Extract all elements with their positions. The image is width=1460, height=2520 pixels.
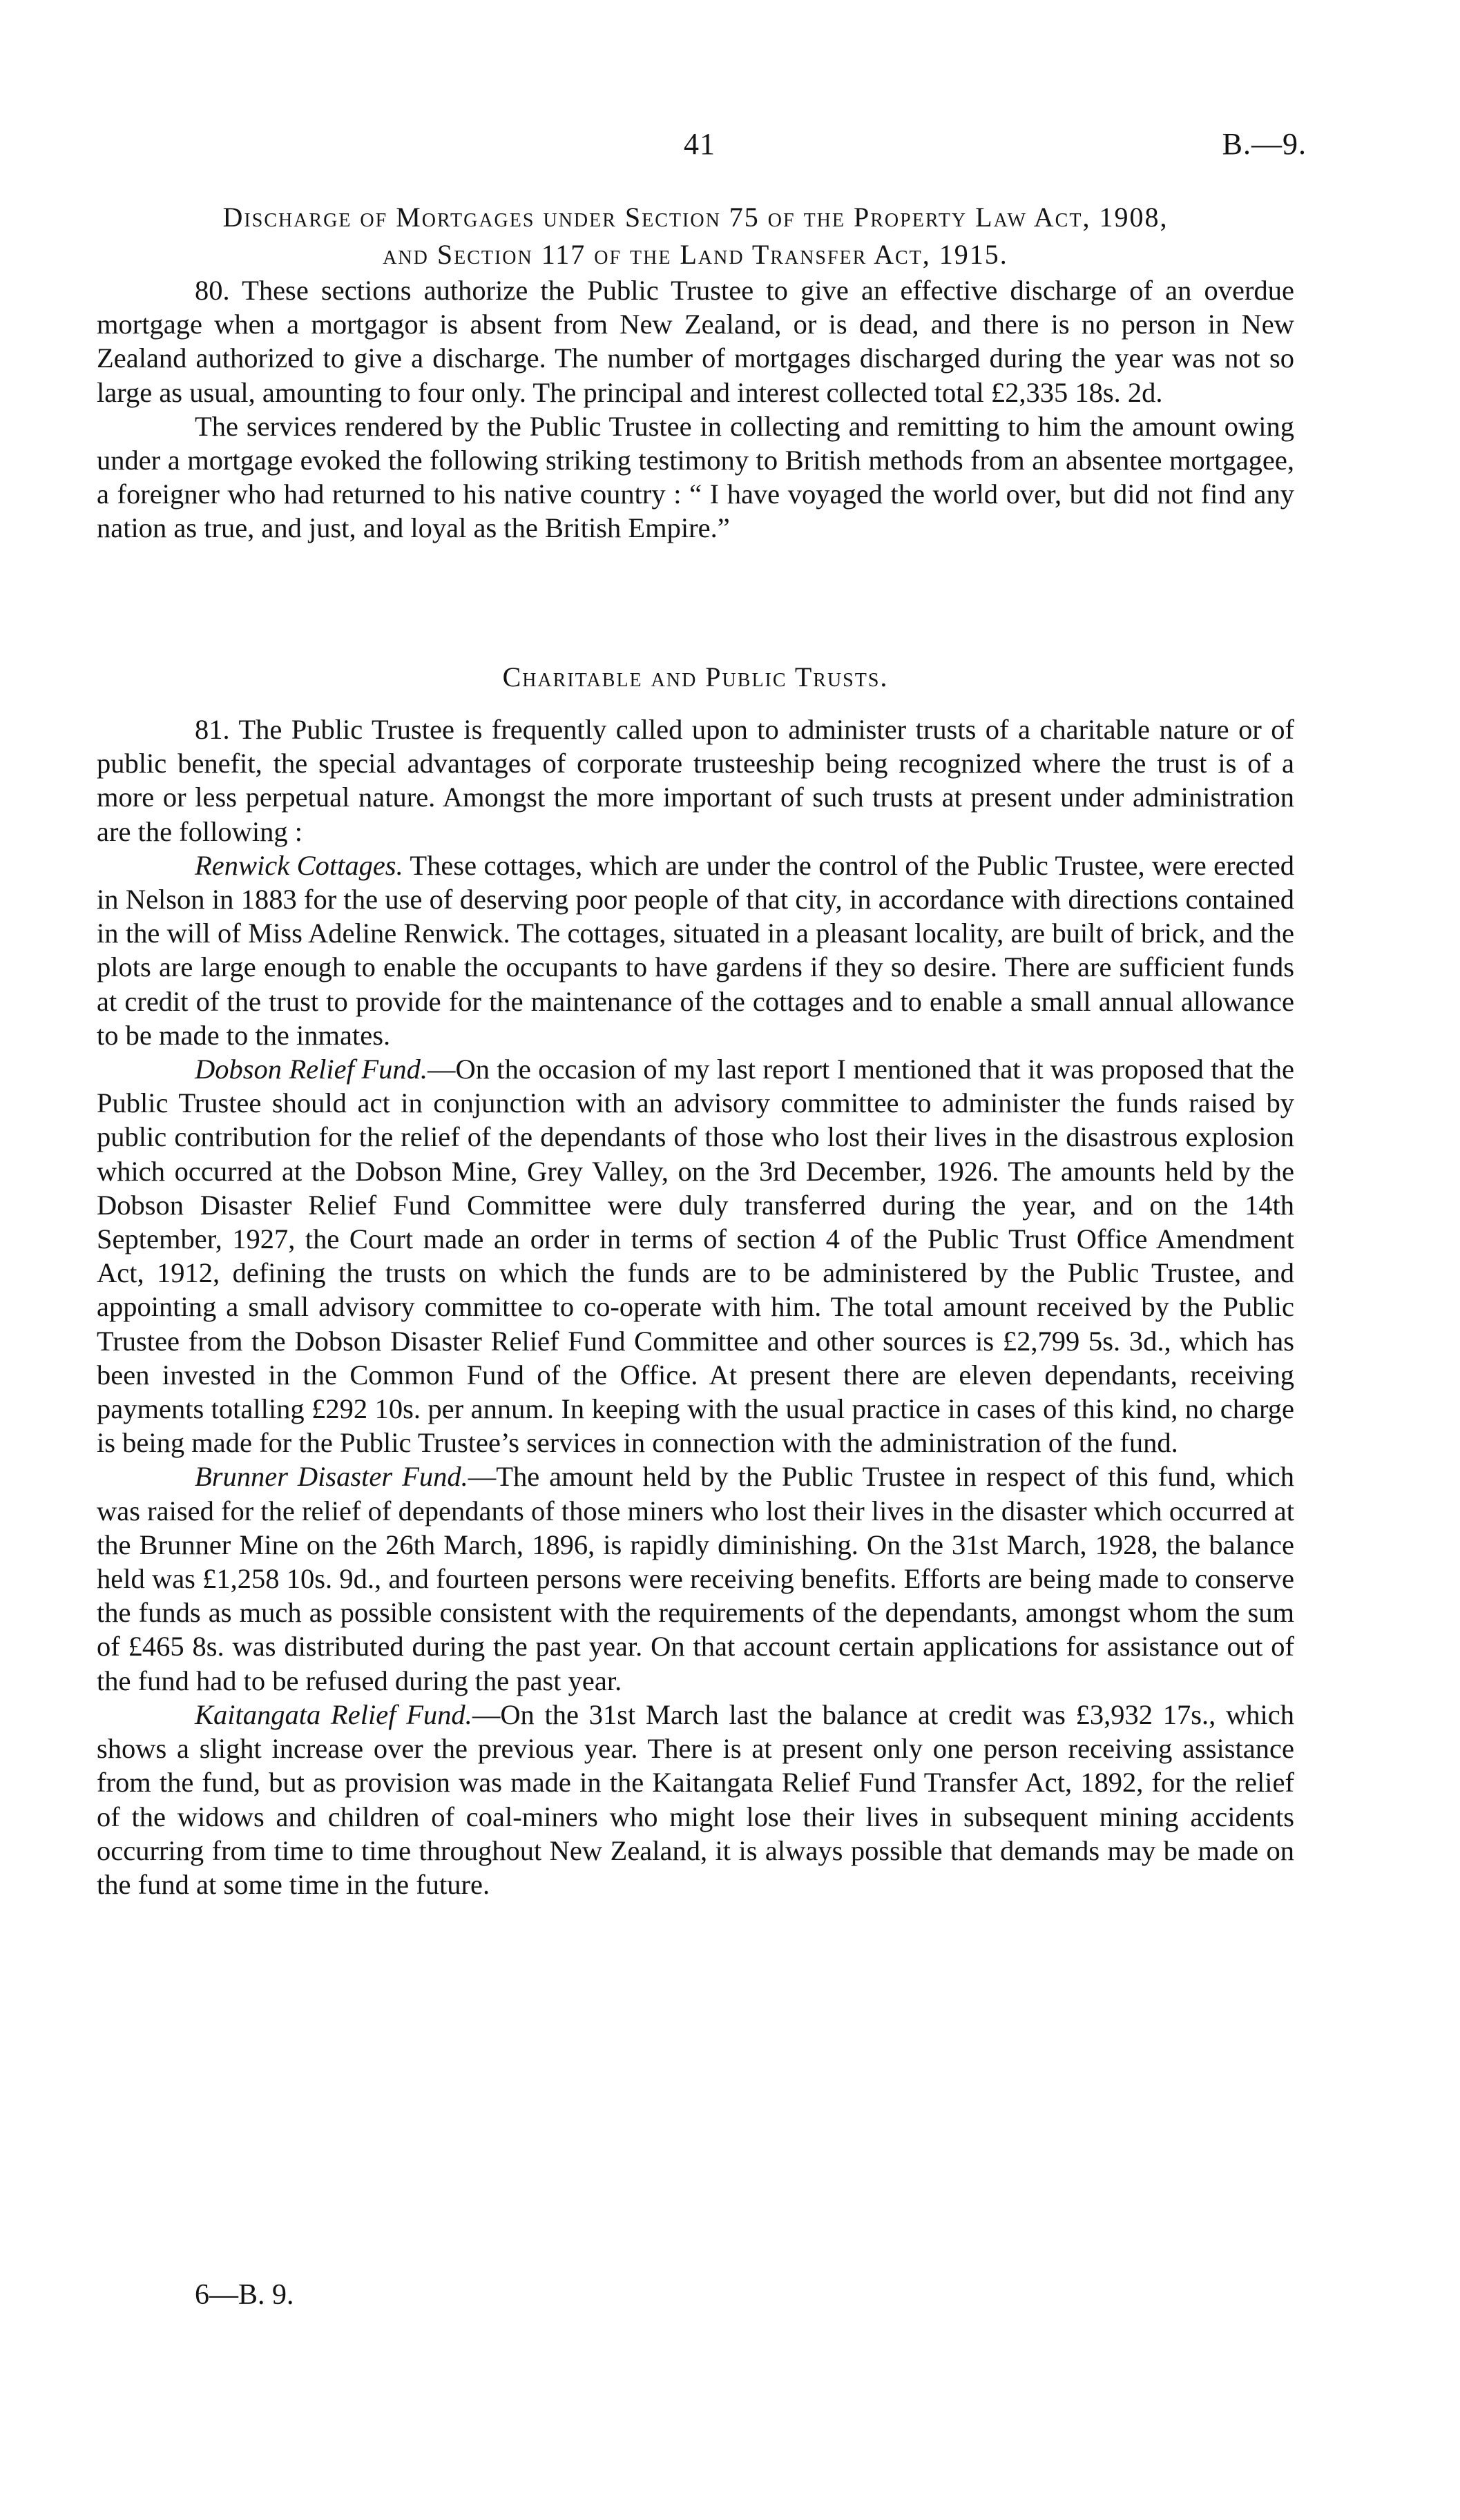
paragraph-kaitangata-relief-fund — [97, 1698, 1294, 1901]
section-heading-line-1: Discharge of Mortgages under Section 75 of the Property Law Act, 1908, — [222, 202, 1169, 233]
section-body-mortgages — [97, 273, 1294, 545]
paragraph-80: 80. These sections authorize the Public Trustee to give an effective discharge of an overdue mortgage when a mortgagor is absent from New Zealand, or is dead, and there is no person in New Zealand authorized to give a discharge. The number of mortgages discharged during the year was not so large as usual, amounting to four only. The principal and interest collected total £2,335 18s. 2d. — [97, 275, 1294, 408]
brunner-disaster-fund-text: —The amount held by the Public Trustee in respect of this fund, which was raised for the relief of dependants of those miners who lost their lives in the disaster which occurred at the Brunner Mine on the 26th March, 1896, is rapidly diminishing. On the 31st March, 1928, the balance held was £1,258 10s. 9d., and fourteen persons were receiving benefits. Efforts are being made to conserve the funds as much as possible consistent with the requirements of the dependants, amongst whom the sum of £465 8s. was distributed during the past year. On that account certain applications for assistance out of the fund had to be refused during the past year. — [97, 1461, 1294, 1696]
renwick-cottages-title: Renwick Cottages. — [195, 849, 403, 881]
footer-signature: 6—B. 9. — [195, 2279, 294, 2311]
paragraph-renwick-cottages — [97, 849, 1294, 1052]
paragraph-dobson-relief-fund — [97, 1052, 1294, 1460]
renwick-cottages-text: These cottages, which are under the control of the Public Trustee, were erected in Nelson in 1883 for the use of deserving poor people of that city, in accordance with directions contained in the will of Miss Adeline Renwick. The cottages, situated in a pleasant locality, are built of brick, and the plots are large enough to enable the occupants to have gardens if they so desire. There are sufficient funds at credit of the trust to provide for the maintenance of the cottages and to enable a small annual allowance to be made to the inmates. — [97, 849, 1294, 1051]
section-heading-line-2: and Section 117 of the Land Transfer Act, 1915. — [383, 239, 1008, 270]
paragraph-testimony: The services rendered by the Public Trustee in collecting and remitting to him the amount owing under a mortgage evoked the following striking testimony to British methods from an absentee mortgagee, a foreigner who had returned to his native country : “ I have voyaged the world over, but did not find any nation as true, and just, and loyal as the British Empire.” — [97, 410, 1294, 544]
document-reference: B.—9. — [1222, 127, 1307, 161]
section-heading-charitable-trusts: Charitable and Public Trusts. — [502, 661, 889, 692]
dobson-relief-fund-title: Dobson Relief Fund. — [195, 1054, 428, 1085]
paragraph-81: 81. The Public Trustee is frequently called upon to administer trusts of a charitable nature or of public benefit, the special advantages of corporate trusteeship being recognized where the trust is of a more or less perpetual nature. Amongst the more important of such trusts at present under administration are the following : — [97, 714, 1294, 847]
dobson-relief-fund-text: —On the occasion of my last report I mentioned that it was proposed that the Public Trustee should act in conjunction with an advisory committee to administer the funds raised by public contribution for the relief of the dependants of those who lost their lives in the disastrous explosion which occurred at the Dobson Mine, Grey Valley, on the 3rd December, 1926. The amounts held by the Dobson Disaster Relief Fund Committee were duly transferred during the year, and on the 14th September, 1927, the Court made an order in terms of section 4 of the Public Trust Office Amendment Act, 1912, defining the trusts on which the funds are to be administered by the Public Trustee, and appointing a small advisory committee to co-operate with him. The total amount received by the Public Trustee from the Dobson Disaster Relief Fund Committee and other sources is £2,799 5s. 3d., which has been invested in the Common Fund of the Office. At present there are eleven dependants, receiving payments totalling £292 10s. per annum. In keeping with the usual practice in cases of this kind, no charge is being made for the Public Trustee’s services in connection with the administration of the fund. — [97, 1054, 1294, 1459]
page-number: 41 — [684, 127, 715, 161]
kaitangata-relief-fund-title: Kaitangata Relief Fund. — [195, 1698, 472, 1730]
kaitangata-relief-fund-text: —On the 31st March last the balance at credit was £3,932 17s., which shows a slight increase over the previous year. There is at present only one person receiving assistance from the fund, but as provision was made in the Kaitangata Relief Fund Transfer Act, 1892, for the relief of the widows and children of coal-miners who might lose their lives in subsequent mining accidents occurring from time to time throughout New Zealand, it is always possible that demands may be made on the fund at some time in the future. — [97, 1698, 1294, 1900]
paragraph-brunner-disaster-fund — [97, 1460, 1294, 1697]
section-heading-mortgages — [97, 199, 1294, 273]
brunner-disaster-fund-title: Brunner Disaster Fund. — [195, 1461, 468, 1493]
section-body-charitable-trusts — [97, 713, 1294, 1901]
